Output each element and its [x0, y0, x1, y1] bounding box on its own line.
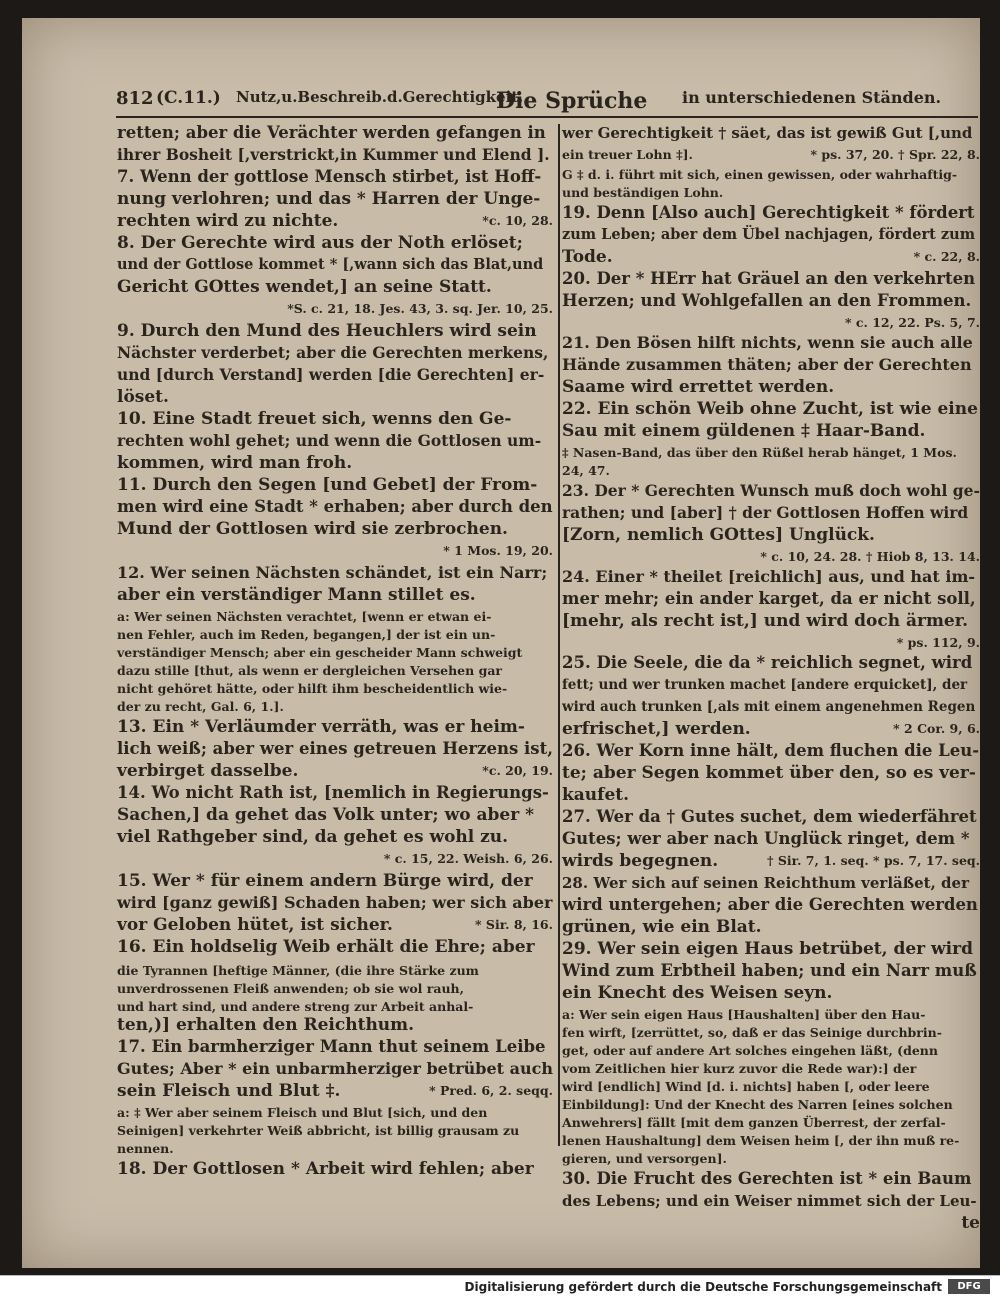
- text-line: vor Geloben hütet, ist sicher.: [117, 915, 393, 935]
- text-line: lich weiß; aber wer eines getreuen Herzens ist,: [117, 739, 553, 758]
- text-line: 20. Der * HErr hat Gräuel an den verkehrten: [562, 269, 976, 288]
- text-line: Wind zum Erbtheil haben; und ein Narr muß: [562, 961, 977, 980]
- text-line: wird untergehen; aber die Gerechten werden: [562, 895, 978, 914]
- text-line: rathen; und [aber] † der Gottlosen Hoffen wird: [562, 503, 969, 522]
- text-line: wird auch trunken [,als mit einem angenehmen Regen: [562, 699, 976, 715]
- text-line: fett; und wer trunken machet [andere erquicket], der: [562, 677, 968, 693]
- text-line: sein Fleisch und Blut ‡.: [117, 1081, 341, 1101]
- text-line: Herzen; und Wohlgefallen an den Frommen.: [562, 291, 972, 310]
- text-line: [Zorn, nemlich GOttes] Unglück.: [562, 525, 875, 545]
- text-line: 29. Wer sein eigen Haus betrübet, der wird: [562, 939, 973, 959]
- text-line: 13. Ein * Verläumder verräth, was er heim-: [117, 717, 525, 737]
- text-line: rechten wohl gehet; und wenn die Gottlosen um-: [117, 431, 542, 450]
- text-line: 14. Wo nicht Rath ist, [nemlich in Regierungs-: [117, 783, 549, 802]
- running-header: [116, 74, 978, 118]
- text-line: 21. Den Bösen hilft nichts, wenn sie auch alle: [562, 333, 973, 352]
- book-page: [22, 18, 980, 1268]
- text-line: kommen, wird man froh.: [117, 453, 353, 473]
- commentary-line: 24, 47.: [562, 463, 610, 478]
- cross-reference: * 1 Mos. 19, 20.: [443, 543, 553, 558]
- text-line: wird [ganz gewiß] Schaden haben; wer sich aber: [117, 893, 553, 912]
- text-line: Nächster verderbet; aber die Gerechten merkens,: [117, 343, 549, 362]
- commentary-line: verständiger Mensch; aber ein gescheider Mann schweigt: [117, 645, 523, 660]
- cross-reference: *c. 20, 19.: [482, 763, 553, 778]
- commentary-line: get, oder auf andere Art solches eingehen läßt, (denn: [562, 1043, 938, 1058]
- column-rule: [558, 124, 560, 1146]
- text-line: Gericht GOttes wendet,] an seine Statt.: [117, 277, 492, 297]
- cross-reference: * ps. 37, 20. † Spr. 22, 8.: [810, 147, 980, 162]
- text-line: und der Gottlose kommet * [,wann sich das Blat,und: [117, 256, 544, 273]
- text-line: 24. Einer * theilet [reichlich] aus, und hat im-: [562, 567, 976, 586]
- text-line: wer Gerechtigkeit † säet, das ist gewiß Gut [,und: [562, 124, 973, 142]
- commentary-line: ‡ Nasen-Band, das über den Rüßel herab hänget, 1 Mos.: [562, 445, 957, 460]
- text-line: retten; aber die Verächter werden gefangen in: [117, 123, 546, 142]
- cross-reference: * ps. 112, 9.: [896, 635, 980, 650]
- commentary-line: nennen.: [117, 1141, 174, 1156]
- cross-reference: * c. 12, 22. Ps. 5, 7.: [845, 315, 980, 330]
- commentary-line: a: Wer sein eigen Haus [Haushalten] über den Hau-: [562, 1007, 926, 1022]
- text-line: nung verlohren; und das * Harren der Unge-: [117, 189, 541, 209]
- text-line: 17. Ein barmherziger Mann thut seinem Leibe: [117, 1037, 546, 1056]
- text-line: ein treuer Lohn ‡].: [562, 147, 693, 162]
- commentary-line: a: Wer seinen Nächsten verachtet, [wenn er etwan ei-: [117, 609, 492, 624]
- text-line: unverdrossenen Fleiß anwenden; ob sie wol rauh,: [117, 981, 464, 996]
- commentary-line: Seinigen] verkehrter Weiß abbricht, ist billig grausam zu: [117, 1123, 520, 1138]
- cross-reference: * Sir. 8, 16.: [475, 917, 553, 932]
- text-line: kaufet.: [562, 785, 630, 805]
- text-line: 8. Der Gerechte wird aus der Noth erlöset;: [117, 233, 523, 253]
- text-line: verbirget dasselbe.: [117, 761, 299, 781]
- commentary-line: wird [endlich] Wind [d. i. nichts] haben [, oder leere: [562, 1079, 930, 1094]
- text-line: Gutes; wer aber nach Unglück ringet, dem *: [562, 829, 970, 848]
- text-line: ein Knecht des Weisen seyn.: [562, 983, 833, 1003]
- text-line: die Tyrannen [heftige Männer, (die ihre Stärke zum: [117, 963, 479, 978]
- cross-reference: † Sir. 7, 1. seq. * ps. 7, 17. seq.: [767, 853, 980, 868]
- text-line: 11. Durch den Segen [und Gebet] der From-: [117, 475, 538, 495]
- commentary-line: a: ‡ Wer aber seinem Fleisch und Blut [sich, und den: [117, 1105, 488, 1120]
- text-line: Sachen,] da gehet das Volk unter; wo aber *: [117, 805, 534, 825]
- text-line: und hart sind, und andere streng zur Arbeit anhal-: [117, 999, 474, 1014]
- text-line: 12. Wer seinen Nächsten schändet, ist ein Narr;: [117, 563, 548, 582]
- digitization-footer: [0, 1275, 1000, 1298]
- text-line: men wird eine Stadt * erhaben; aber durch den: [117, 497, 553, 516]
- text-line: Mund der Gottlosen wird sie zerbrochen.: [117, 519, 508, 539]
- text-line: mer mehr; ein ander karget, da er nicht soll,: [562, 589, 976, 608]
- footer-credit: Digitalisierung gefördert durch die Deutsche Forschungsgemeinschaft: [464, 1280, 942, 1294]
- text-line: Sau mit einem güldenen ‡ Haar-Band.: [562, 421, 926, 441]
- text-line: 19. Denn [Also auch] Gerechtigkeit * fördert: [562, 203, 975, 222]
- commentary-line: vom Zeitlichen hier kurz zuvor die Rede war):] der: [562, 1061, 917, 1076]
- text-line: 18. Der Gottlosen * Arbeit wird fehlen; aber: [117, 1159, 534, 1179]
- text-line: aber ein verständiger Mann stillet es.: [117, 585, 476, 605]
- commentary-line: nen Fehler, auch im Reden, begangen,] der ist ein un-: [117, 627, 496, 642]
- text-line: Gutes; Aber * ein unbarmherziger betrübet auch: [117, 1059, 554, 1078]
- commentary-line: dazu stille [thut, als wenn er dergleichen Versehen gar: [117, 663, 502, 678]
- text-line: zum Leben; aber dem Übel nachjagen, fördert zum: [562, 226, 976, 243]
- chapter-label: (C.11.): [156, 88, 221, 108]
- text-line: 15. Wer * für einem andern Bürge wird, der: [117, 871, 533, 891]
- cross-reference: * c. 15, 22. Weish. 6, 26.: [383, 851, 553, 866]
- text-line: Hände zusammen thäten; aber der Gerechten: [562, 355, 972, 374]
- text-line: und [durch Verstand] werden [die Gerechten] er-: [117, 365, 545, 384]
- cross-reference: *S. c. 21, 18. Jes. 43, 3. sq. Jer. 10, 25.: [287, 301, 553, 316]
- text-line: 26. Wer Korn inne hält, dem fluchen die Leu-: [562, 741, 980, 760]
- commentary-line: lenen Haushaltung] dem Weisen heim [, der ihn muß re-: [562, 1133, 960, 1148]
- cross-reference: * c. 10, 24. 28. † Hiob 8, 13. 14.: [760, 549, 980, 564]
- book-title: Die Sprüche: [496, 88, 648, 114]
- text-line: ihrer Bosheit [,verstrickt,in Kummer und Elend ].: [117, 145, 550, 164]
- text-line: 28. Wer sich auf seinen Reichthum verläßet, der: [562, 874, 969, 892]
- text-line: rechten wird zu nichte.: [117, 211, 339, 231]
- text-line: Tode.: [562, 247, 613, 267]
- text-line: des Lebens; und ein Weiser nimmet sich der Leu-: [562, 1192, 977, 1210]
- text-line: 9. Durch den Mund des Heuchlers wird sein: [117, 321, 537, 341]
- commentary-line: Anwehrers] fällt [mit dem ganzen Überrest, der zerfal-: [562, 1115, 946, 1130]
- commentary-line: fen wirft, [zerrüttet, so, daß er das Seinige durchbrin-: [562, 1025, 942, 1040]
- header-right: in unterschiedenen Ständen.: [682, 88, 942, 107]
- text-line: ten,)] erhalten den Reichthum.: [117, 1015, 415, 1035]
- commentary-line: nicht gehöret hätte, oder hilft ihm bescheidentlich wie-: [117, 681, 508, 696]
- text-line: grünen, wie ein Blat.: [562, 917, 762, 937]
- cross-reference: * Pred. 6, 2. seqq.: [429, 1083, 553, 1098]
- commentary-line: gieren, und versorgen].: [562, 1151, 727, 1166]
- text-line: te; aber Segen kommet über den, so es ver-: [562, 763, 976, 783]
- text-line: 22. Ein schön Weib ohne Zucht, ist wie eine: [562, 399, 978, 419]
- text-line: löset.: [117, 387, 169, 407]
- page-number: 812: [116, 88, 154, 109]
- cross-reference: *c. 10, 28.: [482, 213, 553, 228]
- commentary-line: der zu recht, Gal. 6, 1.].: [117, 699, 284, 714]
- text-line: 30. Die Frucht des Gerechten ist * ein Baum: [562, 1169, 972, 1188]
- text-line: [mehr, als recht ist,] und wird doch ärmer.: [562, 611, 969, 631]
- dfg-logo: DFG: [948, 1279, 990, 1294]
- text-line: wirds begegnen.: [562, 851, 719, 871]
- text-line: erfrischet,] werden.: [562, 719, 751, 739]
- text-line: viel Rathgeber sind, da gehet es wohl zu.: [117, 827, 509, 847]
- catchword: te: [961, 1213, 980, 1233]
- cross-reference: * c. 22, 8.: [913, 249, 980, 264]
- header-topic: Nutz,u.Beschreib.d.Gerechtigkeit,: [236, 88, 524, 106]
- text-line: 27. Wer da † Gutes suchet, dem wiederfähret: [562, 807, 977, 826]
- text-line: 10. Eine Stadt freuet sich, wenns den Ge-: [117, 409, 512, 429]
- commentary-line: G ‡ d. i. führt mit sich, einen gewissen, oder wahrhaftig-: [562, 167, 958, 182]
- text-line: 16. Ein holdselig Weib erhält die Ehre; aber: [117, 937, 535, 957]
- text-line: 7. Wenn der gottlose Mensch stirbet, ist Hoff-: [117, 167, 542, 186]
- text-line: 23. Der * Gerechten Wunsch muß doch wohl ge-: [562, 481, 980, 500]
- commentary-line: Einbildung]: Und der Knecht des Narren [eines solchen: [562, 1097, 953, 1112]
- cross-reference: * 2 Cor. 9, 6.: [893, 721, 980, 736]
- text-line: 25. Die Seele, die da * reichlich segnet, wird: [562, 653, 973, 672]
- commentary-line: und beständigen Lohn.: [562, 185, 724, 200]
- text-line: Saame wird errettet werden.: [562, 377, 835, 397]
